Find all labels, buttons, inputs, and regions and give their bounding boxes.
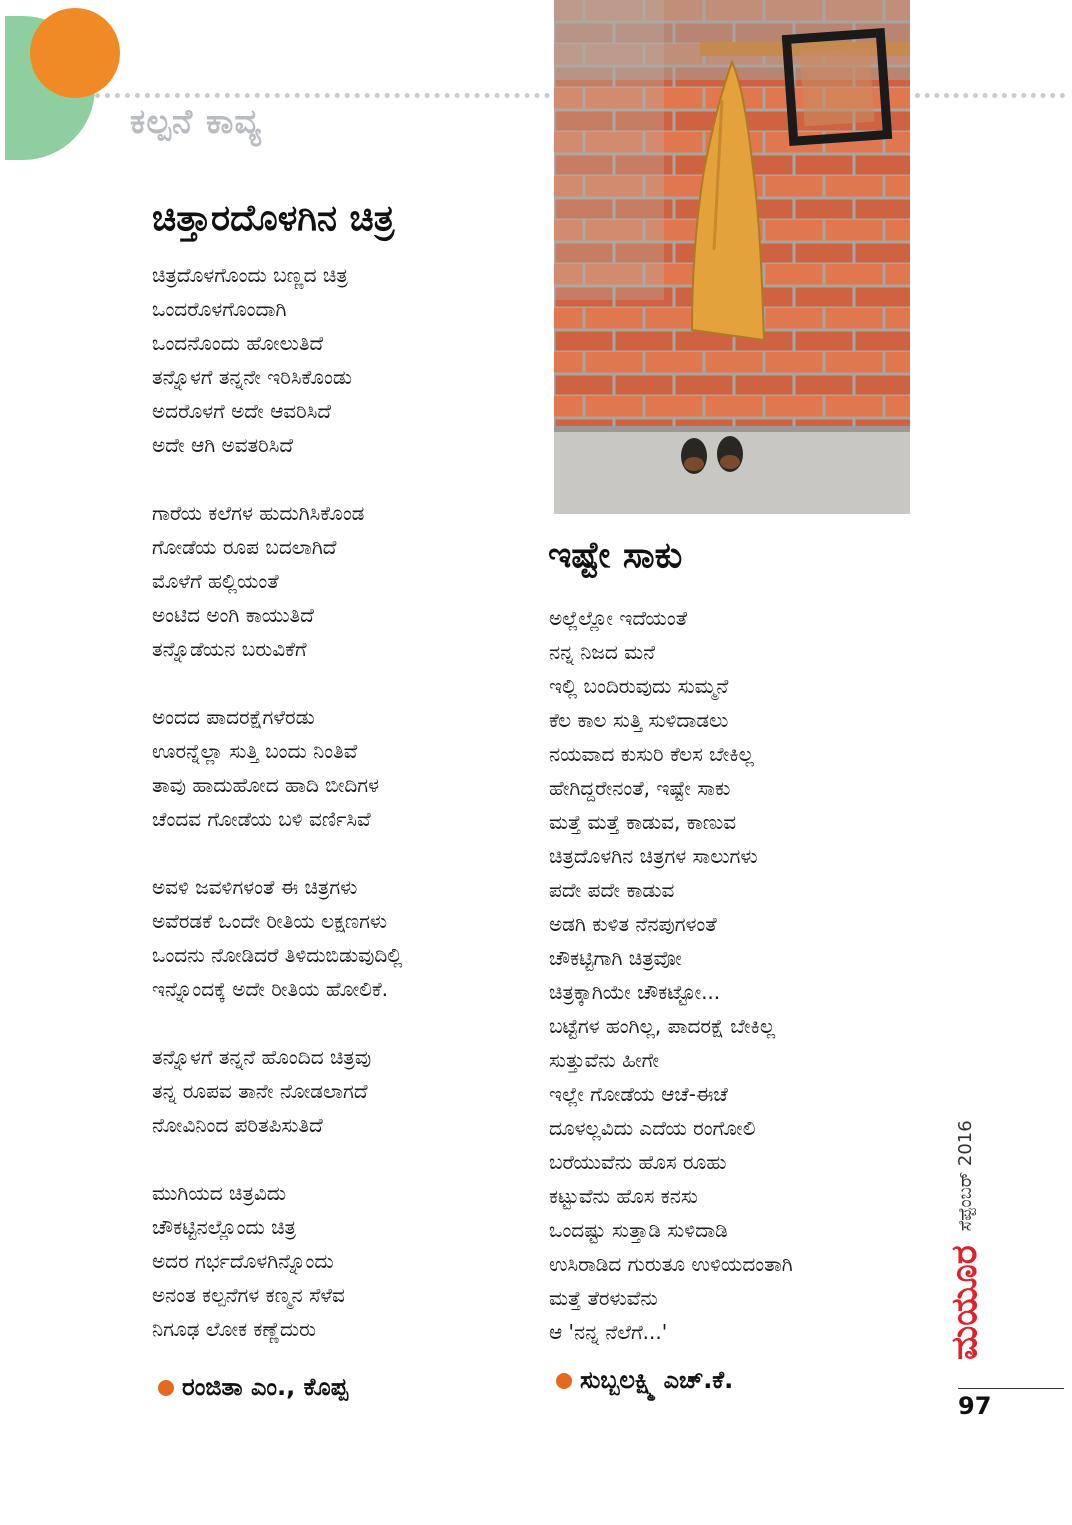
poem-line: ಮತ್ತೆ ಮತ್ತೆ ಕಾಡುವ, ಕಾಣುವ	[549, 810, 737, 834]
poem-line: ಅದರ ಗರ್ಭದೊಳಗಿನ್ನೊಂದು	[152, 1249, 334, 1273]
poem-line: ಒಂದನೊಂದು ಹೋಲುತಿದೆ	[152, 331, 324, 355]
poem-line: ಉಸಿರಾಡಿದ ಗುರುತೂ ಉಳಿಯದಂತಾಗಿ	[549, 1252, 793, 1276]
poem-line: ಬಟ್ಟೆಗಳ ಹಂಗಿಲ್ಲ, ಪಾದರಕ್ಷೆ ಬೇಕಿಲ್ಲ	[549, 1014, 776, 1038]
poem-line: ಗಾರೆಯ ಕಲೆಗಳ ಹುದುಗಿಸಿಕೊಂಡ	[152, 501, 365, 525]
poem-line: ತನ್ನ ರೂಪವ ತಾನೇ ನೋಡಲಾಗದೆ	[152, 1079, 368, 1103]
poem-line: ಚೌಕಟ್ಟಿನಲ್ಲೊಂದು ಚಿತ್ರ	[152, 1215, 296, 1239]
poem-line: ಚಿತ್ರಕ್ಕಾಗಿಯೇ ಚೌಕಟ್ಟೋ...	[549, 980, 721, 1004]
page-number-rule	[958, 1388, 1064, 1389]
poem1-stanza	[152, 496, 402, 666]
poem-line: ಚಿತ್ರದೊಳಗಿನ ಚಿತ್ರಗಳ ಸಾಲುಗಳು	[549, 844, 758, 868]
issue-date: ಸೆಪ್ಟೆಂಬರ್ 2016	[954, 1120, 976, 1232]
poem-line: ಅದೇ ಆಗಿ ಅವತರಿಸಿದೆ	[152, 433, 294, 457]
poem-line: ನಯವಾದ ಕುಸುರಿ ಕೆಲಸ ಬೇಕಿಲ್ಲ	[549, 742, 754, 766]
author-bullet-icon	[158, 1380, 174, 1396]
poem-line: ಅವಳಿ ಜವಳಿಗಳಂತೆ ಈ ಚಿತ್ರಗಳು	[152, 875, 358, 899]
poem-line: ಇಲ್ಲಿ ಬಂದಿರುವುದು ಸುಮ್ಮನೆ	[549, 674, 729, 698]
poem-line: ಇನ್ನೊಂದಕ್ಕೆ ಅದೇ ರೀತಿಯ ಹೋಲಿಕೆ.	[152, 977, 389, 1001]
poem-line: ತನ್ನೊಳಗೆ ತನ್ನನೇ ಇರಿಸಿಕೊಂಡು	[152, 365, 352, 389]
poem-line: ಅನಂತ ಕಲ್ಪನೆಗಳ ಕಣ್ಮನ ಸೆಳೆವ	[152, 1283, 345, 1307]
coat-on-wall-photo	[554, 0, 910, 514]
poem-line: ಒಂದನು ನೋಡಿದರೆ ತಿಳಿದುಬಿಡುವುದಿಲ್ಲಿ	[152, 943, 403, 967]
poem-line: ನೋವಿನಿಂದ ಪರಿತಪಿಸುತಿದೆ	[152, 1113, 323, 1137]
poem1-body	[152, 258, 402, 1346]
vertical-brand-strip	[944, 1120, 986, 1360]
poem1-author-name: ರಂಜಿತಾ ಎಂ., ಕೊಪ್ಪ	[182, 1373, 348, 1401]
poem-line: ಮೊಳೆಗೆ ಹಲ್ಲಿಯಂತೆ	[152, 569, 279, 593]
poem-line: ಗೋಡೆಯ ರೂಪ ಬದಲಾಗಿದೆ	[152, 535, 337, 559]
section-title: ಕಲ್ಪನೆ ಕಾವ್ಯ	[130, 102, 262, 142]
author-bullet-icon	[556, 1373, 572, 1389]
poem1-title: ಚಿತ್ತಾರದೊಳಗಿನ ಚಿತ್ರ	[152, 198, 395, 239]
poem-line: ಹೇಗಿದ್ದರೇನಂತೆ, ಇಷ್ಟೇ ಸಾಕು	[549, 776, 731, 800]
poem-line: ನನ್ನ ನಿಜದ ಮನೆ	[549, 640, 656, 664]
poem1-stanza	[152, 258, 402, 462]
poem-line: ಚೌಕಟ್ಟಿಗಾಗಿ ಚಿತ್ರವೋ	[549, 946, 682, 970]
page-number: 97	[958, 1392, 992, 1420]
poem-line: ಇಲ್ಲೇ ಗೋಡೆಯ ಆಚೆ-ಈಚೆ	[549, 1082, 728, 1106]
poem-line: ತನ್ನೊಡೆಯನ ಬರುವಿಕೆಗೆ	[152, 637, 307, 661]
dotted-rule-left	[95, 93, 550, 98]
poem-line: ಪದೇ ಪದೇ ಕಾಡುವ	[549, 878, 675, 902]
poem2-body	[549, 601, 793, 1349]
poem2-author	[556, 1366, 733, 1394]
poem-line: ಮತ್ತೆ ತೆರಳುವೆನು	[549, 1286, 658, 1310]
poem-line: ಚೆಂದವ ಗೋಡೆಯ ಬಳಿ ವರ್ಣಿಸಿವೆ	[152, 807, 371, 831]
poem-line: ಒಂದರೊಳಗೊಂದಾಗಿ	[152, 297, 287, 321]
poem-line: ಬರೆಯುವೆನು ಹೊಸ ರೂಹು	[549, 1150, 727, 1174]
dotted-rule-right	[915, 93, 1065, 98]
orange-circle-decoration	[30, 8, 120, 98]
poem-line: ಅಂದದ ಪಾದರಕ್ಷೆಗಳೆರಡು	[152, 705, 315, 729]
poem-line: ತನ್ನೊಳಗೆ ತನ್ನನೆ ಹೊಂದಿದ ಚಿತ್ರವು	[152, 1045, 372, 1069]
poem1-author	[158, 1373, 348, 1401]
poem1-stanza	[152, 700, 402, 836]
poem1-stanza	[152, 870, 402, 1006]
poem-line: ಸುತ್ತುವೆನು ಹೀಗೇ	[549, 1048, 659, 1072]
brand-name: ಮಯೂರ	[944, 1245, 985, 1360]
poem1-stanza	[152, 1176, 402, 1346]
poem-line: ಅಲ್ಲೆಲ್ಲೋ ಇದೆಯಂತೆ	[549, 606, 688, 630]
poem-line: ಒಂದಷ್ಟು ಸುತ್ತಾಡಿ ಸುಳಿದಾಡಿ	[549, 1218, 728, 1242]
poem-line: ಅಡಗಿ ಕುಳಿತ ನೆನಪುಗಳಂತೆ	[549, 912, 717, 936]
poem-line: ಕೆಲ ಕಾಲ ಸುತ್ತಿ ಸುಳಿದಾಡಲು	[549, 708, 729, 732]
poem-line: ಚಿತ್ರದೊಳಗೊಂದು ಬಣ್ಣದ ಚಿತ್ರ	[152, 263, 348, 287]
poem1-stanza	[152, 1040, 402, 1142]
poem-line: ಮುಗಿಯದ ಚಿತ್ರವಿದು	[152, 1181, 287, 1205]
poem-line: ನಿಗೂಢ ಲೋಕ ಕಣ್ಣೆದುರು	[152, 1317, 317, 1341]
poem-line: ಅವೆರಡಕೆ ಒಂದೇ ರೀತಿಯ ಲಕ್ಷಣಗಳು	[152, 909, 388, 933]
poem-line: ಅಂಟಿದ ಅಂಗಿ ಕಾಯುತಿದೆ	[152, 603, 314, 627]
poem2-title: ಇಷ್ಟೇ ಸಾಕು	[548, 535, 683, 576]
poem-line: ತಾವು ಹಾದುಹೋದ ಹಾದಿ ಬೀದಿಗಳ	[152, 773, 379, 797]
poem-line: ಆ 'ನನ್ನ ನೆಲೆಗೆ...'	[549, 1320, 668, 1344]
poem2-author-name: ಸುಬ್ಬಲಕ್ಷ್ಮಿ ಎಚ್.ಕೆ.	[580, 1366, 734, 1394]
poem-line: ಕಟ್ಟುವೆನು ಹೊಸ ಕನಸು	[549, 1184, 698, 1208]
poem-line: ಊರನ್ನೆಲ್ಲಾ ಸುತ್ತಿ ಬಂದು ನಿಂತಿವೆ	[152, 739, 358, 763]
poem-line: ದೂಳಲ್ಲವಿದು ಎದೆಯ ರಂಗೋಲಿ	[549, 1116, 756, 1140]
poem-line: ಅದರೊಳಗೆ ಅದೇ ಆವರಿಸಿದೆ	[152, 399, 332, 423]
